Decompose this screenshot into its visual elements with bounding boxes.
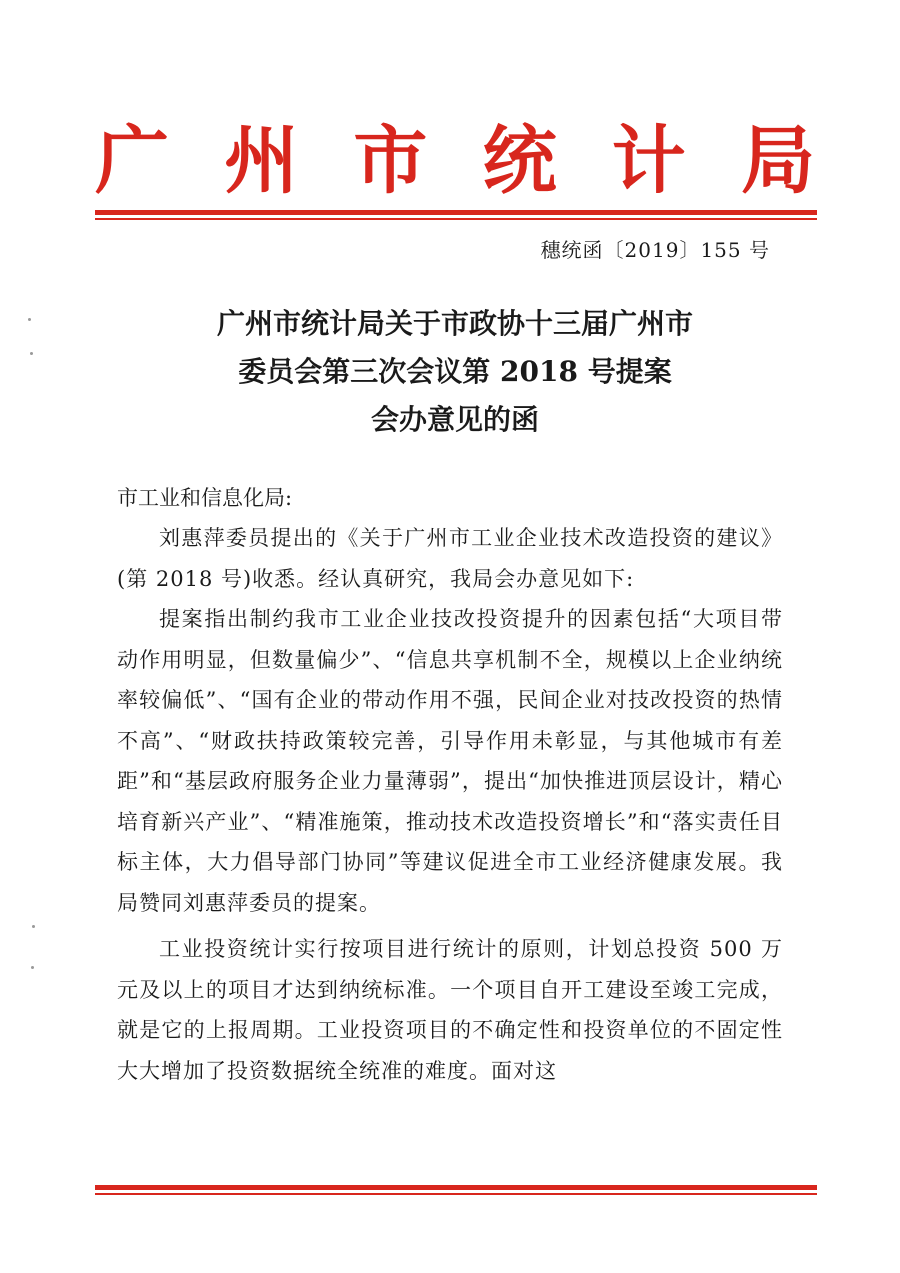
header-rule-thin <box>95 218 817 220</box>
body-paragraph: 刘惠萍委员提出的《关于广州市工业企业技术改造投资的建议》(第 2018 号)收悉。经认真研究，我局会办意见如下: <box>117 526 783 591</box>
body-paragraph: 提案指出制约我市工业企业技改投资提升的因素包括“大项目带动作用明显，但数量偏少”、“信息共享机制不全，规模以上企业纳统率较偏低”、“国有企业的带动作用不强，民间企业对技改投资的热情不高”、“财政扶持政策较完善，引导作用未彰显，与其他城市有差距”和“基层政府服务企业力量薄弱”，提出“加快推进顶层设计，精心培育新兴产业”、“精准施策，推动技术改造投资增长”和“落实责任目标主体，大力倡导部门协同”等建议促进全市工业经济健康发展。我局赞同刘惠萍委员的提案。 <box>117 607 783 915</box>
scan-speck <box>28 318 31 321</box>
org-char: 局 <box>740 118 815 204</box>
org-char: 统 <box>482 118 557 204</box>
footer-rule-thick <box>95 1185 817 1190</box>
title-line: 会办意见的函 <box>370 403 539 436</box>
document-body <box>117 478 783 1091</box>
organization-header <box>95 118 815 204</box>
scan-speck <box>31 966 34 969</box>
header-rule-thick <box>95 210 817 215</box>
title-line: 广州市统计局关于市政协十三届广州市 <box>216 307 693 340</box>
document-number: 穗统函〔2019〕155 号 <box>540 238 770 262</box>
footer-rule-thin <box>95 1193 817 1195</box>
document-title <box>95 300 815 444</box>
salutation: 市工业和信息化局: <box>117 486 293 510</box>
org-char: 市 <box>353 118 428 204</box>
org-char: 计 <box>611 118 686 204</box>
body-paragraph: 工业投资统计实行按项目进行统计的原则，计划总投资 500 万元及以上的项目才达到纳统标准。一个项目自开工建设至竣工完成，就是它的上报周期。工业投资项目的不确定性和投资单位的不固定性大大增加了投资数据统全统准的难度。面对这 <box>117 937 783 1083</box>
title-line: 委员会第三次会议第 2018 号提案 <box>238 355 672 388</box>
scan-speck <box>30 352 33 355</box>
scan-speck <box>32 925 35 928</box>
org-char: 广 <box>95 118 169 204</box>
org-char: 州 <box>224 118 299 204</box>
